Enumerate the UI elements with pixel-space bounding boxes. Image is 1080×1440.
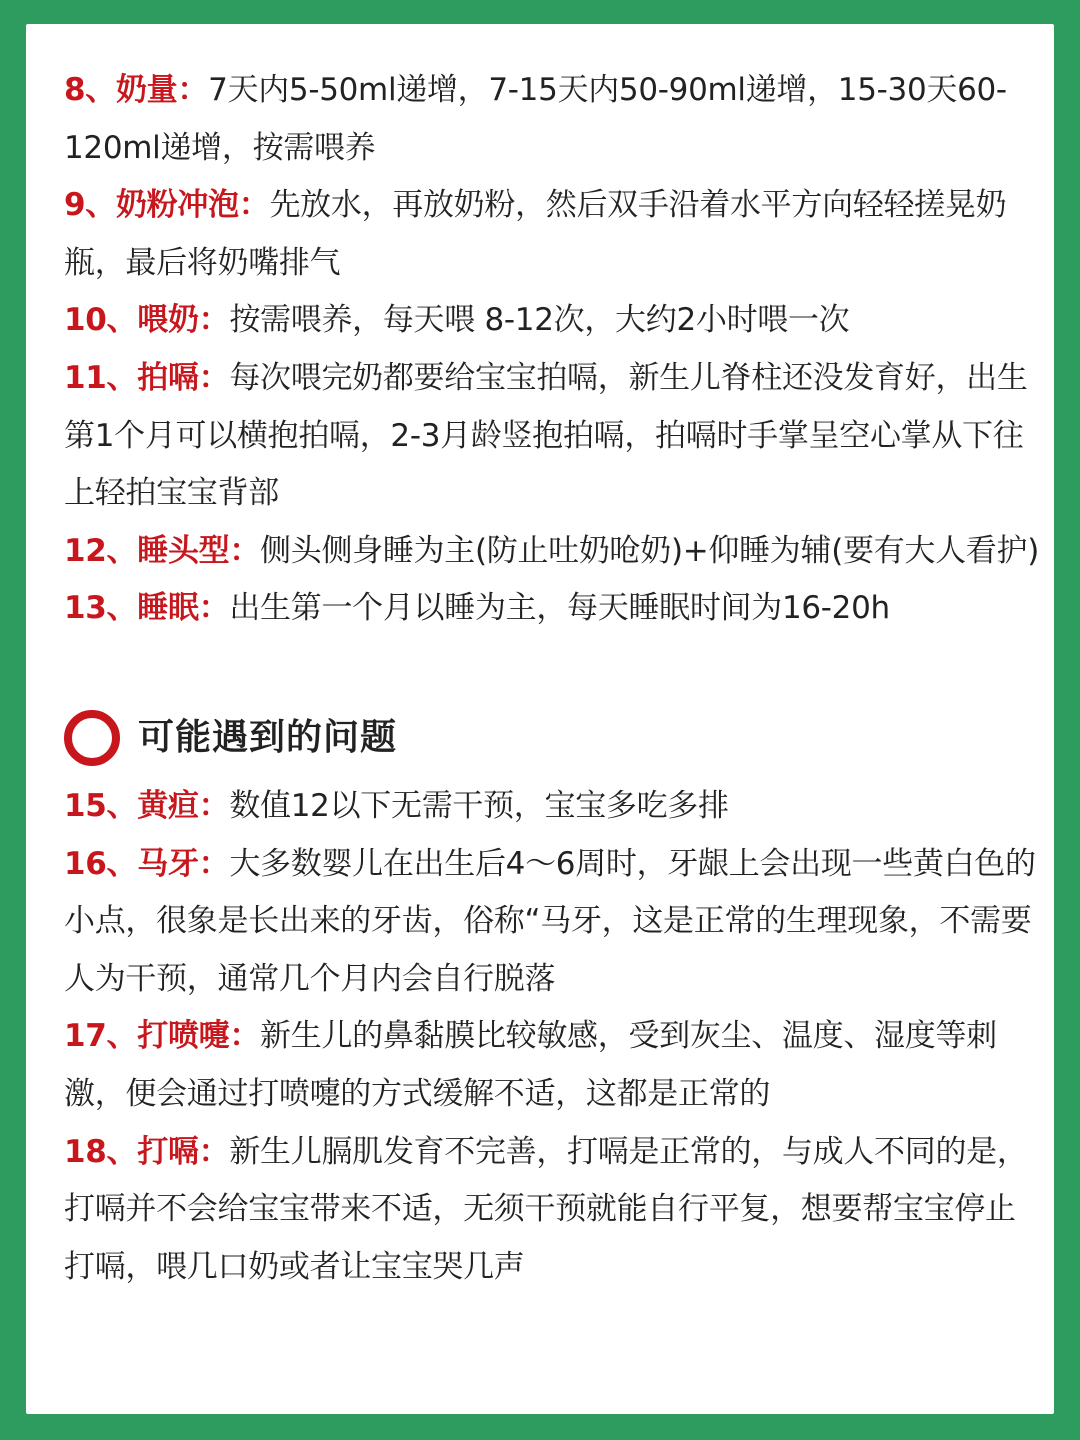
- list-item: [64, 836, 1039, 1009]
- item-text: 7天内5-50ml递增，7-15天内50-90ml递增，15-30天60-120ml递增，按需喂养: [64, 72, 1007, 166]
- content-card: [26, 24, 1054, 1414]
- item-label: 15、黄疸：: [64, 787, 230, 824]
- item-text: 每次喂完奶都要给宝宝拍嗝，新生儿脊柱还没发育好，出生第1个月可以横抱拍嗝，2-3月龄竖抱拍嗝，拍嗝时手掌呈空心掌从下往上轻拍宝宝背部: [64, 359, 1028, 512]
- item-text: 新生儿膈肌发育不完善，打嗝是正常的，与成人不同的是，打嗝并不会给宝宝带来不适，无须干预就能自行平复，想要帮宝宝停止打嗝，喂几口奶或者让宝宝哭几声: [64, 1133, 1028, 1285]
- item-label: 16、马牙：: [64, 845, 230, 882]
- list-item: [64, 1124, 1039, 1297]
- list-item: [64, 177, 1039, 292]
- item-label: 13、睡眠：: [64, 590, 230, 627]
- item-label: 10、喂奶：: [64, 302, 230, 339]
- article-body: [64, 62, 1039, 1296]
- item-label: 11、拍嗝：: [64, 359, 230, 396]
- section-heading: [64, 698, 1039, 778]
- item-text: 侧头侧身睡为主(防止吐奶呛奶)+仰睡为辅(要有大人看护): [260, 532, 1039, 569]
- list-item: [64, 580, 1039, 638]
- list-item: [64, 62, 1039, 177]
- list-item: [64, 778, 1039, 836]
- item-text: 先放水，再放奶粉，然后双手沿着水平方向轻轻搓晃奶瓶，最后将奶嘴排气: [64, 187, 1007, 281]
- item-text: 出生第一个月以睡为主，每天睡眠时间为16-20h: [229, 590, 890, 627]
- list-item: [64, 1008, 1039, 1123]
- item-text: 按需喂养，每天喂 8-12次，大约2小时喂一次: [229, 302, 850, 339]
- item-label: 12、睡头型：: [64, 532, 261, 569]
- list-item: [64, 523, 1039, 581]
- item-label: 17、打喷嚏：: [64, 1018, 261, 1055]
- list-item: [64, 292, 1039, 350]
- item-label: 18、打嗝：: [64, 1133, 230, 1170]
- item-label: 9、奶粉冲泡：: [64, 187, 270, 224]
- item-text: 大多数婴儿在出生后4～6周时，牙龈上会出现一些黄白色的小点，很象是长出来的牙齿，俗称“马牙，这是正常的生理现象，不需要人为干预，通常几个月内会自行脱落: [64, 845, 1036, 997]
- red-circle-icon: [64, 710, 120, 766]
- section-title: 可能遇到的问题: [138, 717, 398, 759]
- item-label: 8、奶量：: [64, 72, 209, 108]
- item-text: 数值12以下无需干预，宝宝多吃多排: [229, 787, 729, 824]
- item-text: 新生儿的鼻黏膜比较敏感，受到灰尘、温度、湿度等刺激，便会通过打喷嚏的方式缓解不适，这都是正常的: [64, 1018, 997, 1112]
- list-item: [64, 350, 1039, 523]
